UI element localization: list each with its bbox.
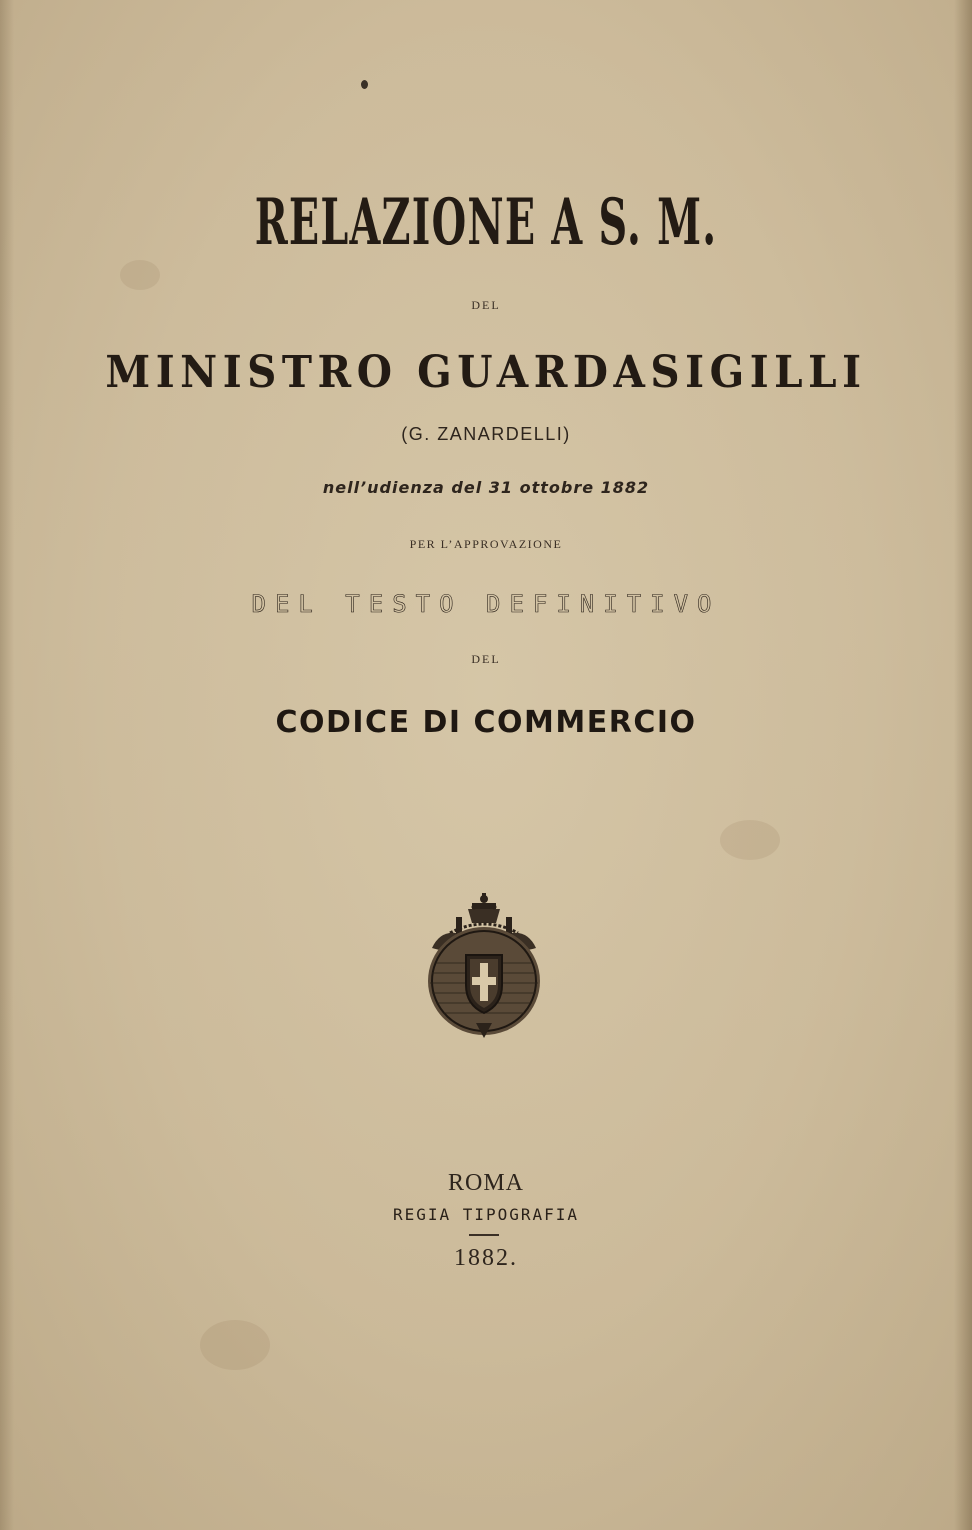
audience-date: nell’udienza del 31 ottobre 1882 bbox=[322, 478, 650, 497]
imprint-divider bbox=[469, 1234, 499, 1236]
preposition-del-1: DEL bbox=[471, 298, 501, 312]
ink-speck bbox=[361, 80, 368, 89]
page-edge-shadow-left bbox=[0, 0, 14, 1530]
definitive-text-line: DEL TESTO DEFINITIVO bbox=[251, 590, 721, 618]
minister-name: (G. ZANARDELLI) bbox=[401, 424, 571, 444]
imprint-printer: REGIA TIPOGRAFIA bbox=[392, 1205, 580, 1224]
page-edge-shadow-right bbox=[954, 0, 972, 1530]
paper-stain bbox=[720, 820, 780, 860]
code-title: CODICE DI COMMERCIO bbox=[275, 705, 697, 740]
imprint-year: 1882. bbox=[454, 1245, 518, 1271]
paper-stain bbox=[120, 260, 160, 290]
preposition-del-2: DEL bbox=[471, 652, 501, 666]
paper-stain bbox=[200, 1320, 270, 1370]
purpose-line: PER L’APPROVAZIONE bbox=[409, 537, 563, 551]
document-title: RELAZIONE A S. M. bbox=[254, 185, 718, 260]
minister-heading: MINISTRO GUARDASIGILLI bbox=[105, 347, 867, 398]
coat-of-arms-icon bbox=[422, 893, 546, 1038]
imprint-city: ROMA bbox=[447, 1170, 524, 1196]
